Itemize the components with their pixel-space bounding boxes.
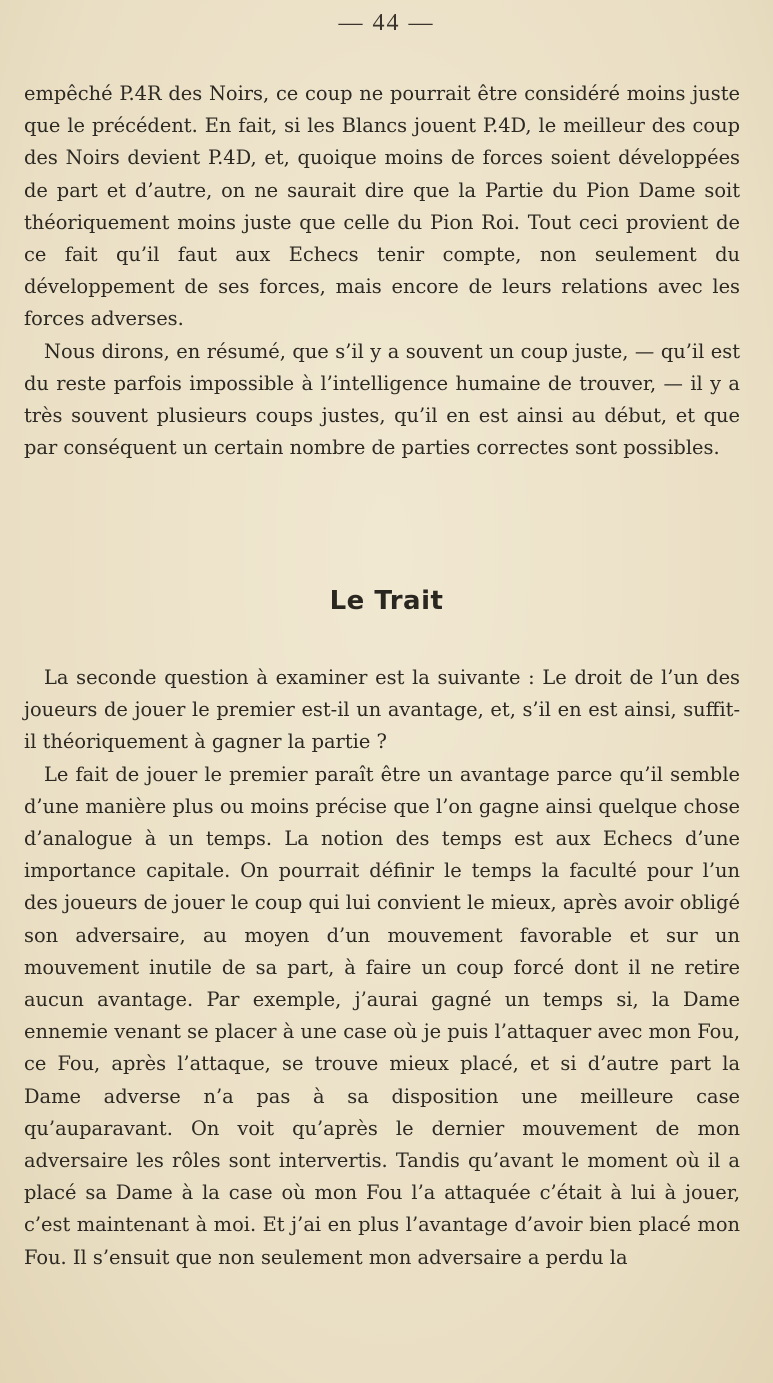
page-number: — 44 — — [338, 10, 435, 36]
section-heading: Le Trait — [329, 586, 444, 616]
paragraph: empêché P.4R des Noirs, ce coup ne pourrait être considéré moins juste que le précédent. En fait, si les Blancs jouent P.4D, le meilleur des coup des Noirs devient P.4D, et, quoique moins de forces soient développées de part et d’autre, on ne saurait dire que la Partie du Pion Dame soit théoriquement moins juste que celle du Pion Roi. Tout ceci provient de ce fait qu’il faut aux Echecs tenir compte, non seulement du développement de ses forces, mais encore de leurs relations avec les forces adverses. — [24, 82, 740, 331]
paragraph: Le fait de jouer le premier paraît être un avantage parce qu’il semble d’une manière plus ou moins précise que l’on gagne ainsi quelque chose d’analogue à un temps. La notion des temps est aux Echecs d’une importance capitale. On pourrait définir le temps la faculté pour l’un des joueurs de jouer le coup qui lui convient le mieux, après avoir obligé son adversaire, au moyen d’un mouvement favorable et sur un mouvement inutile de sa part, à faire un coup forcé dont il ne retire aucun avantage. Par exemple, j’aurai gagné un temps si, la Dame ennemie venant se placer à une case où je puis l’attaquer avec mon Fou, ce Fou, après l’attaque, se trouve mieux placé, et si d’autre part la Dame adverse n’a pas à sa disposition une meilleure case qu’auparavant. On voit qu’après le dernier mouvement de mon adversaire les rôles sont intervertis. Tandis qu’avant le moment où il a placé sa Dame à la case où mon Fou l’a attaquée c’était à lui à jouer, c’est maintenant à moi. Et j’ai en plus l’avantage d’avoir bien placé mon Fou. Il s’ensuit que non seulement mon adversaire a perdu la — [24, 762, 740, 1269]
text-block-intro — [24, 78, 740, 464]
paragraph: La seconde question à examiner est la suivante : Le droit de l’un des joueurs de jouer le premier est-il un avantage, et, s’il en est ainsi, suffit-il théoriquement à gagner la partie ? — [24, 666, 740, 754]
text-block-trait — [24, 662, 740, 1274]
paragraph: Nous dirons, en résumé, que s’il y a souvent un coup juste, — qu’il est du reste parfois impossible à l’intelligence humaine de trouver, — il y a très souvent plusieurs coups justes, qu’il en est ainsi au début, et que par conséquent un certain nombre de parties correctes sont possibles. — [24, 339, 740, 460]
